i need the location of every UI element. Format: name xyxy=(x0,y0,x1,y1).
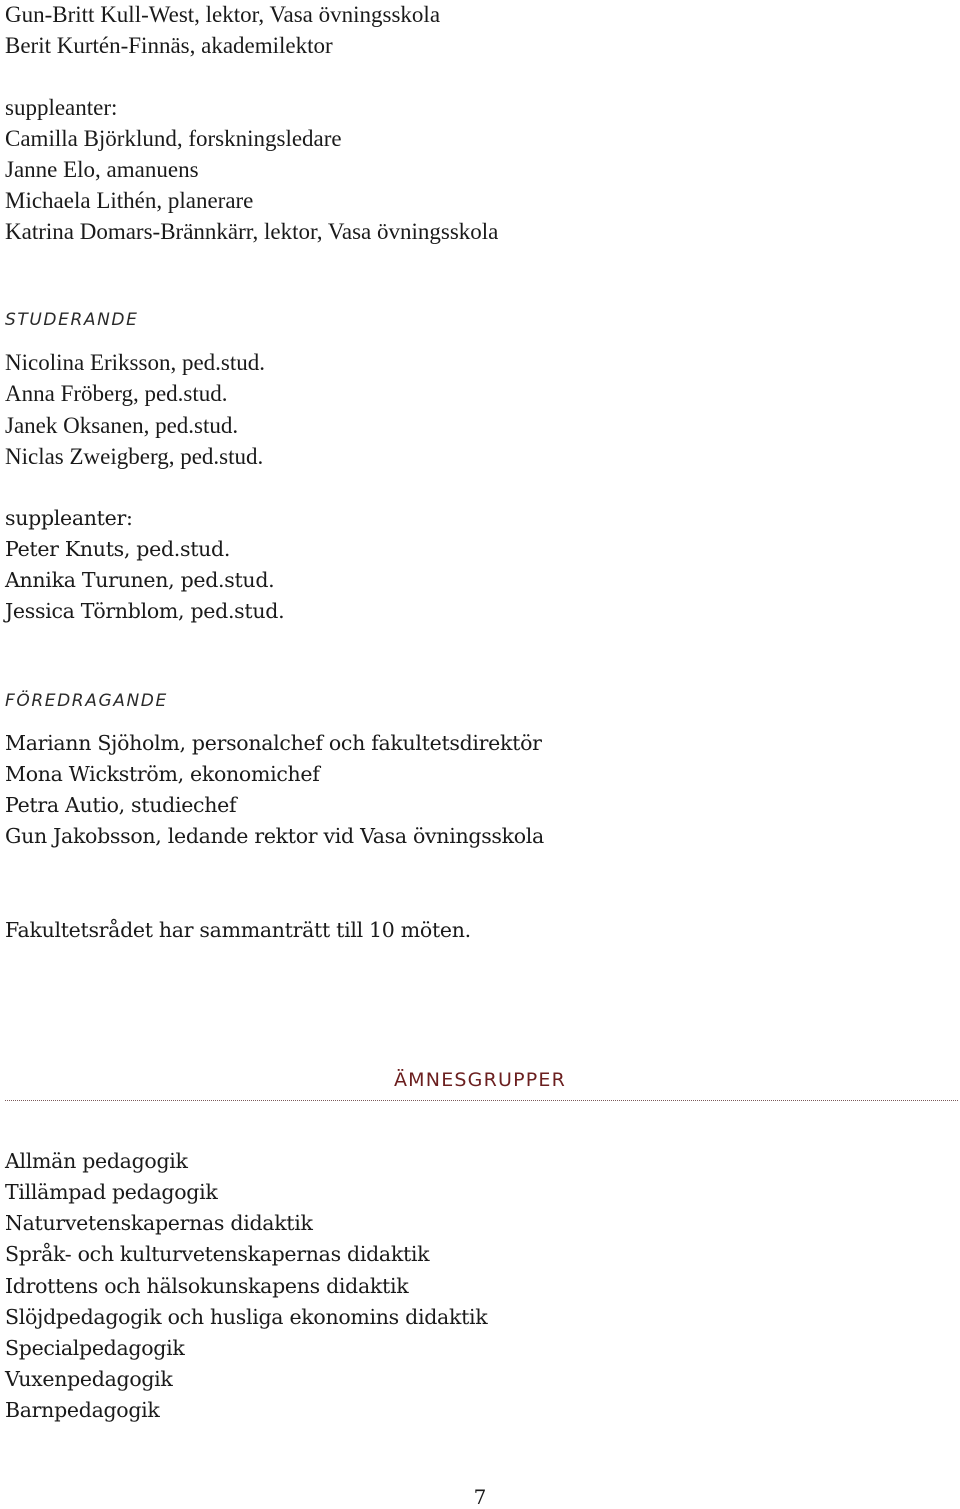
student-deputies-label: suppleanter: xyxy=(5,506,133,530)
deputy-line: Michaela Lithén, planerare xyxy=(5,188,254,213)
page-number: 7 xyxy=(473,1485,487,1509)
subject-group-item: Idrottens och hälsokunskapens didaktik xyxy=(5,1274,409,1298)
student-deputy-line: Peter Knuts, ped.stud. xyxy=(5,537,231,561)
student-line: Nicolina Eriksson, ped.stud. xyxy=(5,350,265,375)
students-heading: STUDERANDE xyxy=(5,310,139,330)
rapporteur-line: Petra Autio, studiechef xyxy=(5,793,237,817)
student-line: Anna Fröberg, ped.stud. xyxy=(5,381,228,406)
deputy-line: Camilla Björklund, forskningsledare xyxy=(5,126,342,151)
member-line: Gun-Britt Kull-West, lektor, Vasa övningsskola xyxy=(5,2,441,27)
subject-group-item: Allmän pedagogik xyxy=(5,1149,188,1173)
rapporteur-line: Mariann Sjöholm, personalchef och fakultetsdirektör xyxy=(5,731,542,755)
subject-group-item: Vuxenpedagogik xyxy=(5,1367,173,1391)
deputies-label: suppleanter: xyxy=(5,95,118,120)
section-divider xyxy=(5,1100,958,1101)
subject-group-item: Slöjdpedagogik och husliga ekonomins didaktik xyxy=(5,1305,488,1329)
student-line: Janek Oksanen, ped.stud. xyxy=(5,413,239,438)
student-deputy-line: Annika Turunen, ped.stud. xyxy=(5,568,275,592)
deputy-line: Katrina Domars-Brännkärr, lektor, Vasa övningsskola xyxy=(5,219,499,244)
student-line: Niclas Zweigberg, ped.stud. xyxy=(5,444,264,469)
subject-groups-title: ÄMNESGRUPPER xyxy=(393,1069,567,1091)
rapporteur-line: Mona Wickström, ekonomichef xyxy=(5,762,320,786)
subject-group-item: Tillämpad pedagogik xyxy=(5,1180,218,1204)
rapporteurs-heading: FÖREDRAGANDE xyxy=(5,691,168,711)
member-line: Berit Kurtén-Finnäs, akademilektor xyxy=(5,33,333,58)
student-deputy-line: Jessica Törnblom, ped.stud. xyxy=(5,599,285,623)
subject-group-item: Barnpedagogik xyxy=(5,1398,160,1422)
rapporteur-line: Gun Jakobsson, ledande rektor vid Vasa övningsskola xyxy=(5,824,544,848)
deputy-line: Janne Elo, amanuens xyxy=(5,157,199,182)
subject-group-item: Naturvetenskapernas didaktik xyxy=(5,1211,313,1235)
subject-group-item: Specialpedagogik xyxy=(5,1336,185,1360)
meetings-note: Fakultetsrådet har sammanträtt till 10 möten. xyxy=(5,918,471,942)
subject-group-item: Språk- och kulturvetenskapernas didaktik xyxy=(5,1242,430,1266)
